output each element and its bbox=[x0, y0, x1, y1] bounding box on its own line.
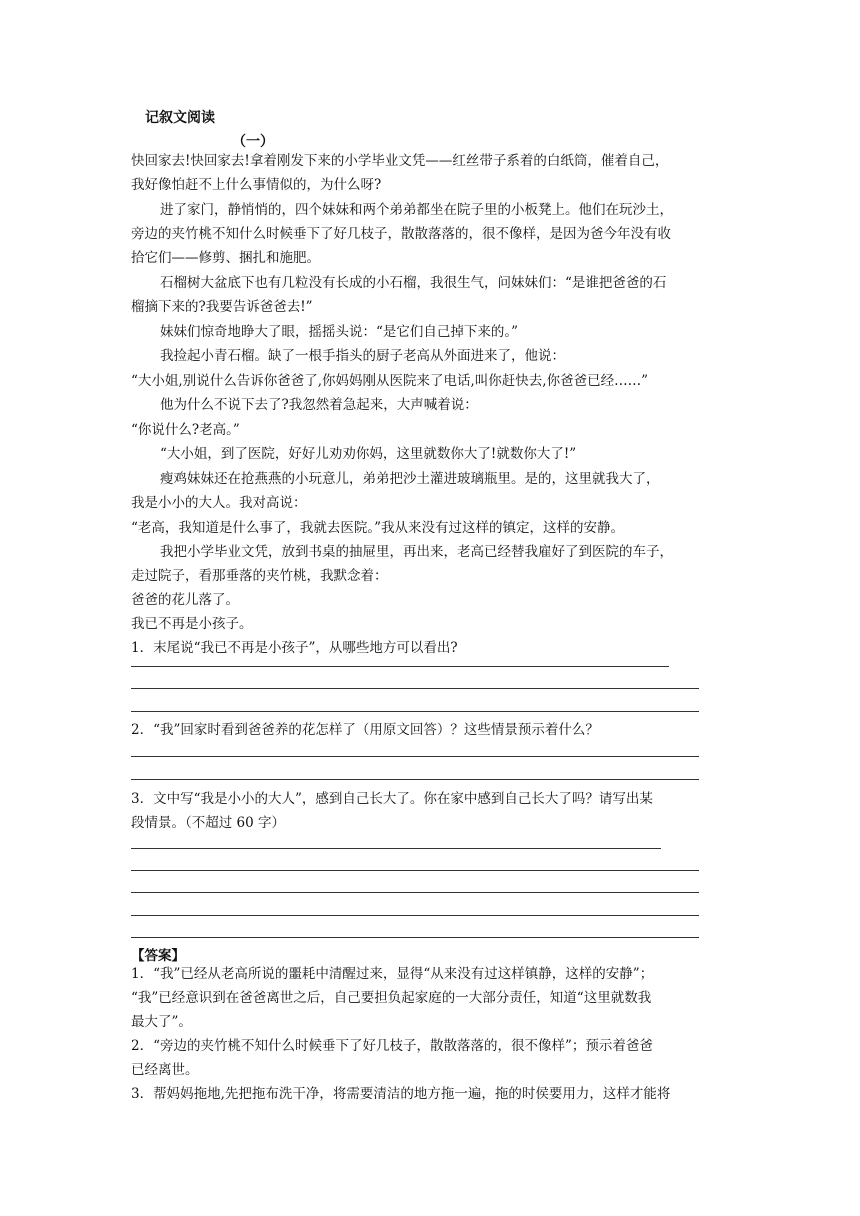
passage-line: 瘦鸡妹妹还在抢燕燕的小玩意儿，弟弟把沙土灌进玻璃瓶里。是的，这里就我大了， bbox=[160, 471, 660, 487]
section-number: （一） bbox=[232, 134, 274, 150]
answer-line bbox=[131, 848, 661, 849]
passage-line: 我已不再是小孩子。 bbox=[131, 616, 253, 632]
passage-line: 我好像怕赶不上什么事情似的，为什么呀? bbox=[131, 177, 382, 193]
passage-line: 我把小学毕业文凭，放到书桌的抽屉里，再出来，老高已经替我雇好了到医院的车子， bbox=[160, 544, 673, 560]
doc-title: 记叙文阅读 bbox=[145, 110, 215, 126]
question-1: 1．末尾说“我已不再是小孩子”，从哪些地方可以看出? bbox=[131, 640, 458, 656]
passage-line: 我是小小的大人。我对高说： bbox=[131, 495, 307, 511]
answer-line bbox=[131, 915, 699, 916]
passage-line: 拾它们——修剪、捆扎和施肥。 bbox=[131, 250, 320, 266]
passage-line: “大小姐，到了医院，好好儿劝劝你妈，这里就数你大了!就数你大了!” bbox=[160, 446, 577, 462]
question-2: 2．“我”回家时看到爸爸养的花怎样了（用原文回答）？这些情景预示着什么？ bbox=[131, 722, 599, 738]
question-3: 3．文中写“我是小小的大人”，感到自己长大了。你在家中感到自己长大了吗？请写出某 bbox=[131, 791, 653, 807]
answer-line-text: 已经离世。 bbox=[131, 1062, 199, 1078]
passage-line: 妹妹们惊奇地睁大了眼，摇摇头说：“是它们自己掉下来的。” bbox=[160, 324, 519, 340]
answer-line bbox=[131, 870, 699, 871]
passage-line: 进了家门，静悄悄的，四个妹妹和两个弟弟都坐在院子里的小板凳上。他们在玩沙土， bbox=[160, 202, 673, 218]
question-3-cont: 段情景。（不超过 60 字） bbox=[131, 815, 286, 831]
answer-line-text: 2．“旁边的夹竹桃不知什么时候垂下了好几枝子，散散落落的，很不像样”；预示着爸爸 bbox=[131, 1038, 653, 1054]
passage-line: 走过院子，看那垂落的夹竹桃，我默念着： bbox=[131, 568, 388, 584]
answer-line bbox=[131, 688, 699, 689]
passage-line: “大小姐,别说什么告诉你爸爸了,你妈妈刚从医院来了电话,叫你赶快去,你爸爸已经……” bbox=[131, 373, 648, 389]
answer-line-text: “我”已经意识到在爸爸离世之后，自己要担负起家庭的一大部分责任，知道“这里就数我 bbox=[131, 990, 652, 1006]
answer-line bbox=[131, 892, 699, 893]
passage-line: 旁边的夹竹桃不知什么时候垂下了好几枝子，散散落落的，很不像样，是因为爸今年没有收 bbox=[131, 226, 671, 242]
answer-heading: 【答案】 bbox=[131, 948, 185, 964]
passage-line: 榴摘下来的?我要告诉爸爸去!” bbox=[131, 299, 313, 315]
answer-line-text: 3．帮妈妈拖地,先把拖布洗干净，将需要清洁的地方拖一遍，拖的时侯要用力，这样才能将 bbox=[131, 1086, 671, 1102]
answer-line-text: 最大了”。 bbox=[131, 1014, 192, 1030]
passage-line: 我捡起小青石榴。缺了一根手指头的厨子老高从外面进来了，他说： bbox=[160, 348, 565, 364]
passage-line: 爸爸的花儿落了。 bbox=[131, 592, 239, 608]
answer-line bbox=[131, 756, 699, 757]
passage-line: 他为什么不说下去了?我忽然着急起来，大声喊着说： bbox=[160, 397, 478, 413]
passage-line: 石榴树大盆底下也有几粒没有长成的小石榴，我很生气，问妹妹们：“是谁把爸爸的石 bbox=[160, 275, 667, 291]
passage-line: “你说什么?老高。” bbox=[131, 422, 240, 438]
answer-line-text: 1．“我”已经从老高所说的噩耗中清醒过来，显得“从来没有过这样镇静，这样的安静”； bbox=[131, 966, 654, 982]
passage-line: “老高，我知道是什么事了，我就去医院。”我从来没有过这样的镇定，这样的安静。 bbox=[131, 520, 625, 536]
passage-line: 快回家去!快回家去!拿着刚发下来的小学毕业文凭——红丝带子系着的白纸筒，催着自己， bbox=[131, 153, 669, 169]
answer-line bbox=[131, 666, 669, 667]
answer-line bbox=[131, 937, 699, 938]
answer-line bbox=[131, 779, 699, 780]
answer-line bbox=[131, 711, 699, 712]
